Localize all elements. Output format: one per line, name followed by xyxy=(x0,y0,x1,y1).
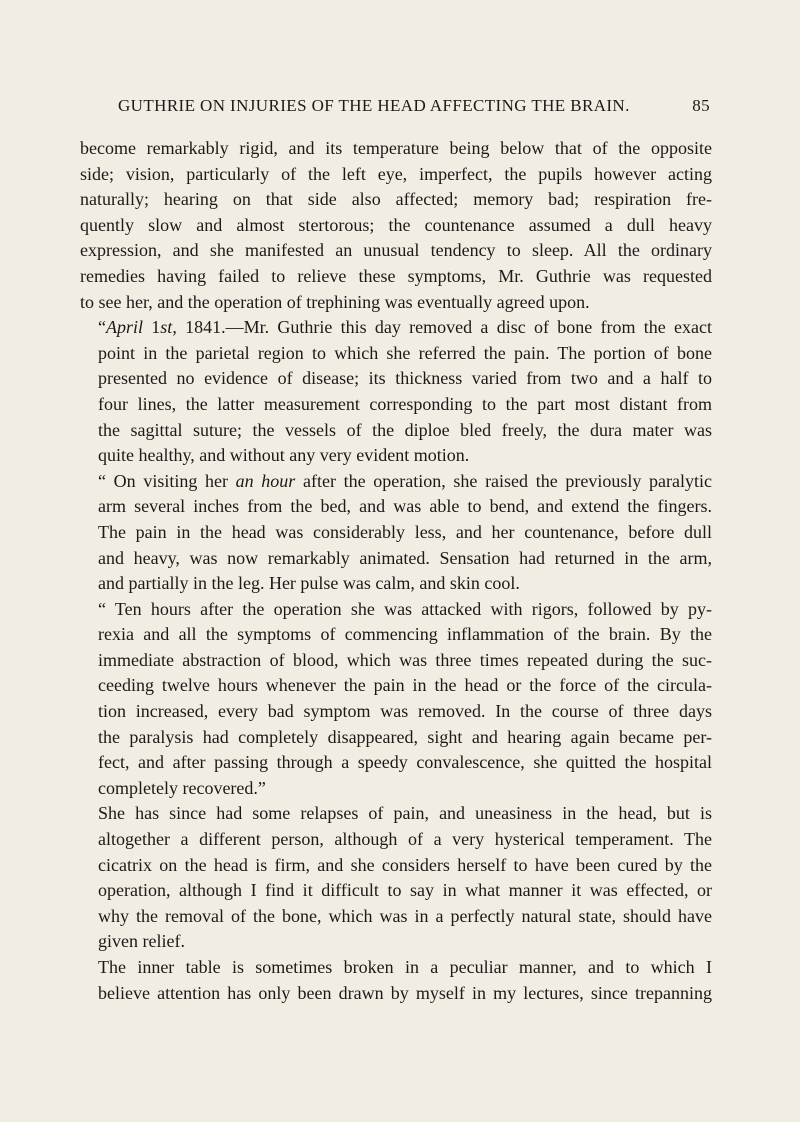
text-line: remedies having failed to relieve these symptoms, Mr. Guthrie was requested xyxy=(80,265,712,286)
text-line: given relief. xyxy=(98,931,185,952)
text-line: The pain in the head was considerably less, and her countenance, before dull xyxy=(98,521,712,542)
text-line xyxy=(80,315,712,341)
paragraph-inner-table xyxy=(80,955,712,1006)
text-line: quently slow and almost stertorous; the countenance assumed a dull heavy xyxy=(80,214,712,235)
text-line: ceeding twelve hours whenever the pain in the head or the force of the circula- xyxy=(98,675,712,696)
text-line xyxy=(80,469,712,495)
text-line: immediate abstraction of blood, which was three times repeated during the suc- xyxy=(98,649,712,670)
text-line: why the removal of the bone, which was in a perfectly natural state, should have xyxy=(98,905,712,926)
text-line: point in the parietal region to which she referred the pain. The portion of bone xyxy=(98,342,712,363)
open-quote: “ xyxy=(98,317,106,338)
text-line: completely recovered.” xyxy=(98,777,266,798)
text-line: tion increased, every bad symptom was removed. In the course of three days xyxy=(98,701,712,722)
text-line: arm several inches from the bed, and was able to bend, and extend the fingers. xyxy=(98,496,712,517)
paragraph-symptoms xyxy=(80,136,712,315)
text-line: to see her, and the operation of trephining was eventually agreed upon. xyxy=(80,291,590,312)
paragraph-rigors xyxy=(80,597,712,802)
text-line: believe attention has only been drawn by myself in my lectures, since trepanning xyxy=(98,982,712,1003)
text-line: the paralysis had completely disappeared, sight and hearing again became per- xyxy=(98,726,712,747)
text-line: side; vision, particularly of the left eye, imperfect, the pupils however acting xyxy=(80,163,712,184)
text-line: and partially in the leg. Her pulse was calm, and skin cool. xyxy=(98,573,520,594)
visit-italic: an hour xyxy=(235,470,296,491)
visit-post: after the operation, she raised the previously paralytic xyxy=(295,470,712,491)
text-line: naturally; hearing on that side also affected; memory bad; respiration fre- xyxy=(80,189,712,210)
text-line: become remarkably rigid, and its temperature being below that of the opposite xyxy=(80,138,712,158)
running-header xyxy=(118,96,710,120)
text-line: The inner table is sometimes broken in a peculiar manner, and to which I xyxy=(98,957,712,977)
date-day: 1 xyxy=(151,317,161,338)
running-title: GUTHRIE ON INJURIES OF THE HEAD AFFECTING THE BRAIN. xyxy=(118,96,630,115)
text-line: operation, although I find it difficult to say in what manner it was effected, or xyxy=(98,880,712,901)
paragraph-operation xyxy=(80,315,712,469)
text-line: the sagittal suture; the vessels of the diploe bled freely, the dura mater was xyxy=(98,419,712,440)
text-line: rexia and all the symptoms of commencing inflammation of the brain. By the xyxy=(98,624,712,645)
text-line: She has since had some relapses of pain, and uneasiness in the head, but is xyxy=(98,803,712,824)
text-line: quite healthy, and without any very evident motion. xyxy=(98,445,470,466)
text-line: four lines, the latter measurement corresponding to the part most distant from xyxy=(98,393,712,414)
date-month: April xyxy=(106,317,144,338)
date-rest: , 1841.—Mr. Guthrie this day removed a disc of bone from the exact xyxy=(172,317,712,338)
text-line: presented no evidence of disease; its thickness varied from two and a half to xyxy=(98,368,712,389)
text-line: fect, and after passing through a speedy convalescence, she quitted the hospital xyxy=(98,752,712,773)
page-body xyxy=(80,136,712,1006)
text-line: cicatrix on the head is firm, and she considers herself to have been cured by the xyxy=(98,854,712,875)
visit-pre: “ On visiting her xyxy=(98,470,236,491)
text-line: expression, and she manifested an unusual tendency to sleep. All the ordinary xyxy=(80,240,712,261)
text-line: altogether a different person, although of a very hysterical temperament. The xyxy=(98,829,712,850)
text-line: and heavy, was now remarkably animated. Sensation had returned in the arm, xyxy=(98,547,712,568)
date-suffix: st xyxy=(160,317,173,338)
text-line: “ Ten hours after the operation she was attacked with rigors, followed by py- xyxy=(98,598,712,619)
paragraph-relapses xyxy=(80,801,712,955)
page-number: 85 xyxy=(692,96,710,115)
paragraph-visit xyxy=(80,469,712,597)
